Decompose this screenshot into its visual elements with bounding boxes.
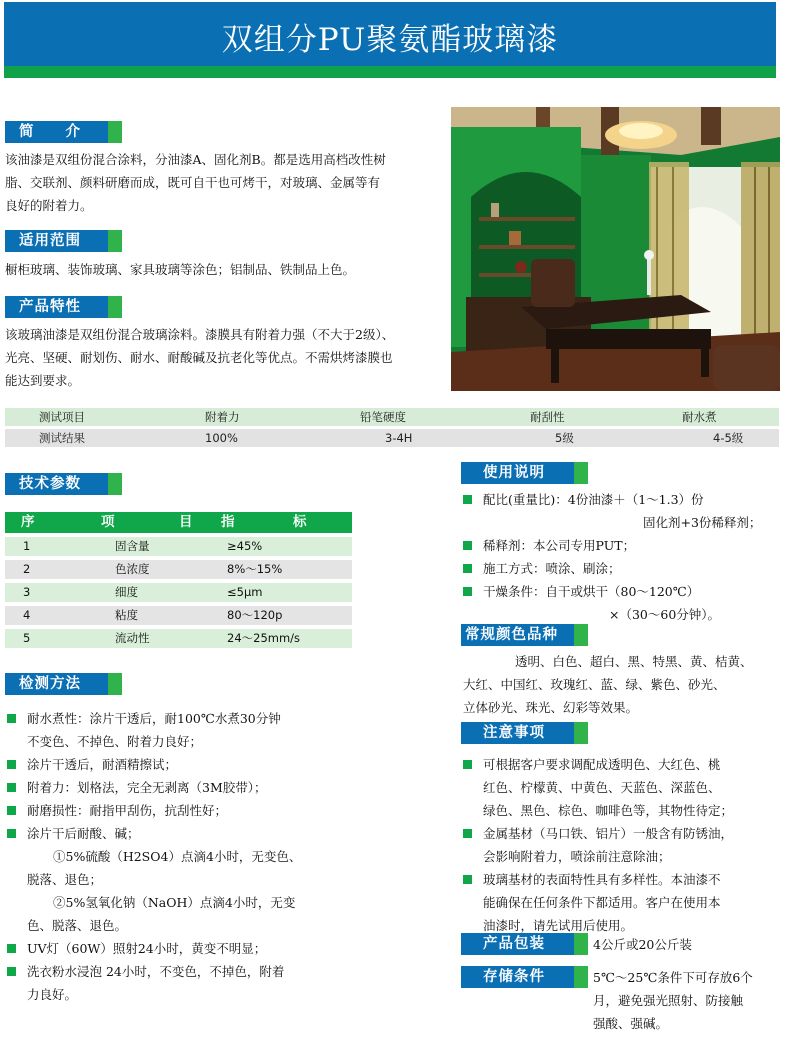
table-cell: 流动性: [115, 631, 150, 645]
table-cell: ≥45%: [227, 539, 263, 553]
table-cell: 固含量: [115, 539, 150, 553]
heading-label: 使用说明: [461, 462, 574, 484]
heading-tab: [108, 296, 122, 318]
page-title: 双组分PU聚氨酯玻璃漆: [221, 22, 559, 58]
table-row: [5, 560, 352, 579]
section-heading-notice: [461, 722, 588, 744]
table-cell: 24～25mm/s: [227, 631, 301, 645]
table-cell: 测试结果: [39, 431, 85, 445]
heading-label: 简 介: [5, 121, 108, 143]
text-line: 不变色、不掉色、附着力良好；: [27, 734, 203, 749]
notice-list: [461, 753, 786, 937]
table-cell: 指: [221, 514, 235, 530]
bullet-icon: [7, 829, 16, 838]
table-header-row: [5, 408, 779, 426]
text-line: UV灯（60W）照射24小时，黄变不明显；: [27, 941, 267, 956]
heading-label: 产品特性: [5, 296, 108, 318]
section-heading-colors: [461, 624, 588, 646]
colors-text: [463, 650, 788, 719]
text-line: 光亮、坚硬、耐划伤、耐水、耐酸碱及抗老化等优点。不需烘烤漆膜也: [5, 350, 393, 365]
heading-label: 适用范围: [5, 230, 108, 252]
text-line: 良好的附着力。: [5, 198, 93, 213]
text-line: 月，避免强光照射、防接触: [593, 993, 744, 1008]
table-cell: 序: [21, 514, 35, 530]
list-item: [5, 753, 450, 776]
package-text: 4公斤或20公斤装: [593, 937, 692, 952]
section-heading-package: [461, 933, 588, 955]
title-banner: [4, 2, 776, 78]
text-line: 施工方式：喷涂、刷涂；: [483, 561, 621, 576]
heading-label: 存储条件: [461, 966, 574, 988]
bullet-icon: [463, 495, 472, 504]
text-line: 立体砂光、珠光、幻彩等效果。: [463, 700, 639, 715]
table-row: [5, 606, 352, 625]
list-item: [461, 534, 786, 557]
product-photo: [451, 107, 780, 391]
heading-tab: [108, 230, 122, 252]
text-line: 可根据客户要求调配成透明色、大红色、桃: [483, 757, 721, 772]
text-line: 强酸、强碱。: [593, 1016, 669, 1031]
list-item: [5, 822, 450, 845]
table-cell: 4: [23, 608, 31, 622]
table-row: [5, 583, 352, 602]
bullet-icon: [7, 783, 16, 792]
text-line: 干燥条件：自干或烘干（80～120℃）: [483, 584, 700, 599]
table-cell: 1: [23, 539, 31, 553]
list-item: [5, 937, 450, 960]
bullet-icon: [7, 760, 16, 769]
list-item: [461, 868, 786, 891]
table-cell: 3: [23, 585, 31, 599]
text-line: 色、脱落、退色。: [27, 918, 128, 933]
section-heading-scope: [5, 230, 122, 252]
usage-list: [461, 488, 786, 626]
heading-tab: [108, 673, 122, 695]
heading-tab: [574, 462, 588, 484]
detect-list: [5, 707, 450, 1006]
list-item: [461, 822, 786, 845]
table-row: [5, 629, 352, 648]
table-cell: 铅笔硬度: [360, 410, 406, 424]
text-line: 耐磨损性：耐指甲刮伤，抗刮性好；: [27, 803, 228, 818]
bullet-icon: [7, 714, 16, 723]
heading-tab: [574, 722, 588, 744]
tech-params-table: [5, 512, 352, 648]
table-cell: 目: [179, 514, 193, 530]
table-cell: 标: [293, 514, 307, 530]
text-line: 玻璃基材的表面特性具有多样性。本油漆不: [483, 872, 721, 887]
intro-text: [5, 148, 445, 217]
text-line: 能达到要求。: [5, 373, 81, 388]
text-line: 固化剂+3份稀释剂；: [643, 515, 762, 530]
text-line: 洗衣粉水浸泡 24小时，不变色，不掉色，附着: [27, 964, 285, 979]
table-cell: 粘度: [115, 608, 138, 622]
bullet-icon: [463, 875, 472, 884]
table-cell: 细度: [115, 585, 138, 599]
list-item: [5, 776, 450, 799]
table-cell: 耐水煮: [682, 410, 717, 424]
bullet-icon: [7, 967, 16, 976]
text-line: ①5%硫酸（H2SO4）点滴4小时，无变色、: [53, 849, 302, 864]
features-text: [5, 323, 447, 392]
text-line: ②5%氢氧化钠（NaOH）点滴4小时，无变: [53, 895, 296, 910]
heading-label: 产品包装: [461, 933, 574, 955]
section-heading-storage: [461, 966, 588, 988]
list-item: [5, 707, 450, 730]
section-heading-usage: [461, 462, 588, 484]
text-line: 涂片干后耐酸、碱；: [27, 826, 140, 841]
text-line: 绿色、黑色、棕色、咖啡色等，其物性待定；: [483, 803, 734, 818]
section-heading-features: [5, 296, 122, 318]
text-line: 会影响附着力，喷涂前注意除油；: [483, 849, 671, 864]
table-cell: 5: [23, 631, 31, 645]
section-heading-intro: [5, 121, 122, 143]
table-cell: 100%: [205, 431, 238, 445]
section-heading-detect: [5, 673, 122, 695]
text-line: 涂片干透后，耐酒精擦试；: [27, 757, 178, 772]
table-cell: 80～120p: [227, 608, 283, 622]
text-line: 脱落、退色；: [27, 872, 103, 887]
table-row: [5, 537, 352, 556]
list-item: [461, 753, 786, 776]
table-cell: 项: [101, 514, 115, 530]
heading-tab: [574, 624, 588, 646]
heading-tab: [574, 933, 588, 955]
bullet-icon: [463, 829, 472, 838]
bullet-icon: [7, 806, 16, 815]
table-cell: 8%～15%: [227, 562, 283, 576]
text-line: 配比(重量比)：4份油漆＋（1～1.3）份: [483, 492, 704, 507]
text-line: 该玻璃油漆是双组份混合玻璃涂料。漆膜具有附着力强（不大于2级）、: [5, 327, 395, 342]
table-cell: 3-4H: [385, 431, 413, 445]
bullet-icon: [7, 944, 16, 953]
heading-label: 常规颜色品种: [461, 624, 574, 646]
section-heading-tech: [5, 473, 122, 495]
text-line: ×（30～60分钟）。: [609, 607, 721, 622]
text-line: 脂、交联剂、颜料研磨而成，既可自干也可烤干，对玻璃、金属等有: [5, 175, 381, 190]
text-line: 5℃～25℃条件下可存放6个: [593, 970, 753, 985]
list-item: [461, 580, 786, 603]
scope-text: 橱柜玻璃、装饰玻璃、家具玻璃等涂色；铝制品、铁制品上色。: [5, 262, 356, 277]
heading-tab: [108, 473, 122, 495]
table-cell: 耐刮性: [530, 410, 565, 424]
text-line: 油漆时，请先试用后使用。: [483, 918, 634, 933]
text-line: 附着力：划格法，完全无剥离（3M胶带）；: [27, 780, 267, 795]
storage-text: [593, 966, 788, 1035]
heading-tab: [574, 966, 588, 988]
test-results-table: [5, 408, 779, 447]
table-cell: 4-5级: [713, 431, 744, 445]
list-item: [461, 557, 786, 580]
bullet-icon: [463, 760, 472, 769]
table-cell: 测试项目: [39, 410, 85, 424]
text-line: 透明、白色、超白、黑、特黑、黄、桔黄、: [515, 654, 753, 669]
table-row: [5, 429, 779, 447]
table-cell: 色浓度: [115, 562, 150, 576]
table-cell: ≤5μm: [227, 585, 263, 599]
heading-label: 技术参数: [5, 473, 108, 495]
bullet-icon: [463, 587, 472, 596]
text-line: 稀释剂：本公司专用PUT；: [483, 538, 636, 553]
heading-tab: [108, 121, 122, 143]
text-line: 耐水煮性：涂片干透后，耐100℃水煮30分钟: [27, 711, 281, 726]
text-line: 红色、柠檬黄、中黄色、天蓝色、深蓝色、: [483, 780, 721, 795]
text-line: 金属基材（马口铁、铝片）一般含有防锈油，: [483, 826, 734, 841]
table-cell: 5级: [555, 431, 574, 445]
table-cell: 附着力: [205, 410, 240, 424]
heading-label: 检测方法: [5, 673, 108, 695]
table-header-row: [5, 512, 352, 533]
text-line: 该油漆是双组份混合涂料，分油漆A、固化剂B。都是选用高档改性树: [5, 152, 386, 167]
list-item: [5, 799, 450, 822]
text-line: 能确保在任何条件下都适用。客户在使用本: [483, 895, 721, 910]
bullet-icon: [463, 564, 472, 573]
table-cell: 2: [23, 562, 31, 576]
bullet-icon: [463, 541, 472, 550]
text-line: 大红、中国红、玫瑰红、蓝、绿、紫色、砂光、: [463, 677, 726, 692]
heading-label: 注意事项: [461, 722, 574, 744]
text-line: 力良好。: [27, 987, 78, 1002]
room-illustration: [451, 107, 780, 391]
list-item: [461, 488, 786, 511]
list-item: [5, 960, 450, 983]
